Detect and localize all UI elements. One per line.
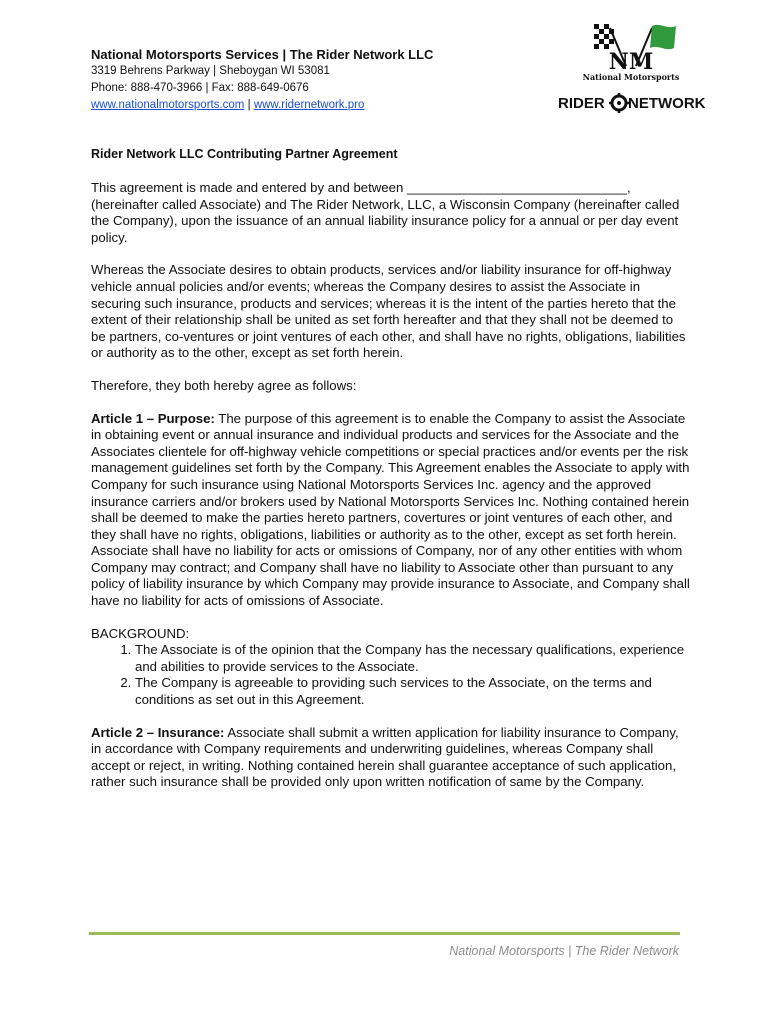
list-item: 1. The Associate is of the opinion that the Company has the necessary qualifications, experience and abilities to provide services to the Associate. [135,642,691,675]
logo-monogram: NM [608,49,654,75]
background-list [91,642,691,708]
article-2-text: Associate shall submit a written application for liability insurance to Company, in accordance with Company requirements and underwriting guidelines, whereas Company shall accept or reject, in writing. Nothing contained herein shall guarantee acceptance of such application, rather such insurance shall be provided only upon written notification of same by the Company. [91,724,679,790]
website-link-ridernetwork[interactable]: www.ridernetwork.pro [253,99,365,111]
list-item: 2. The Company is agreeable to providing such services to the Associate, on the terms and conditions as set out in this Agreement. [135,675,691,708]
footer-rule [89,932,680,935]
org-name: National Motorsports Services | The Rider Network LLC [91,47,434,62]
background-title: BACKGROUND: [91,625,190,641]
therefore-paragraph: Therefore, they both hereby agree as follows: [91,377,357,393]
link-separator: | [247,99,251,111]
logo-rider-text: RIDER [558,95,605,112]
article-2 [91,725,691,791]
document-title: Rider Network LLC Contributing Partner Agreement [91,147,398,161]
logo-network-text: NETWORK [628,95,706,112]
article-1-text: The purpose of this agreement is to enable the Company to assist the Associate in obtaining event or annual insurance and individual products and services for the Associate and the Associates clientele for off-highway vehicle competitions or special practices and/or events per the risk management guidelines set forth by the Company. This Agreement enables the Associate to apply with Company for such insurance using National Motorsports Services Inc. agency and the approved insurance carriers and/or brokers used by National Motorsports Services Inc. Nothing contained herein shall be deemed to make the parties hereto partners, covertures or joint ventures of each other, and they shall have no rights, obligations, liabilities or authority as to the other, except as set forth herein. Associate shall have no liability for acts or omissions of Company, nor of any other entities with whom Company may contract; and Company shall have no liability to Associate other than pursuant to any policy of liability insurance by which Company may provide insurance to Associate, and Company shall have no liability for acts of omissions of Associate. [91,410,690,609]
whereas-paragraph: Whereas the Associate desires to obtain products, services and/or liability insurance for off-highway vehicle annual policies and/or events; whereas the Company desires to assist the Associate in securing such insurance, products and services; whereas it is the intent of the parties hereto that the extent of their relationship shall be united as set forth hereafter and that they shall not be deemed to be partners, co-ventures or joint ventures of each other, and shall have no rights, obligations, liabilities or authority as to the other, except as set forth herein. [91,262,686,361]
phone-fax: Phone: 888-470-3966 | Fax: 888-649-0676 [91,82,309,94]
intro-paragraph: This agreement is made and entered by and between ______________________________, (hereinafter called Associate) and The Rider Network, LLC, a Wisconsin Company (hereinafter called the Company), upon the issuance of an annual liability insurance policy for a annual or per day event policy. [91,180,680,245]
website-link-nationalmotorsports[interactable]: www.nationalmotorsports.com [91,99,245,111]
website-links [91,97,433,114]
footer-text: National Motorsports | The Rider Network [449,944,679,958]
logo-company-name: National Motorsports [582,72,680,82]
letterhead [91,46,433,114]
agreement-body [91,180,691,807]
article-1 [91,411,691,610]
article-1-heading: Article 1 – Purpose: [91,410,215,426]
gear-icon [609,93,629,113]
article-2-heading: Article 2 – Insurance: [91,724,225,740]
address: 3319 Behrens Parkway | Sheboygan WI 53081 [91,65,330,77]
company-logo [556,18,706,118]
